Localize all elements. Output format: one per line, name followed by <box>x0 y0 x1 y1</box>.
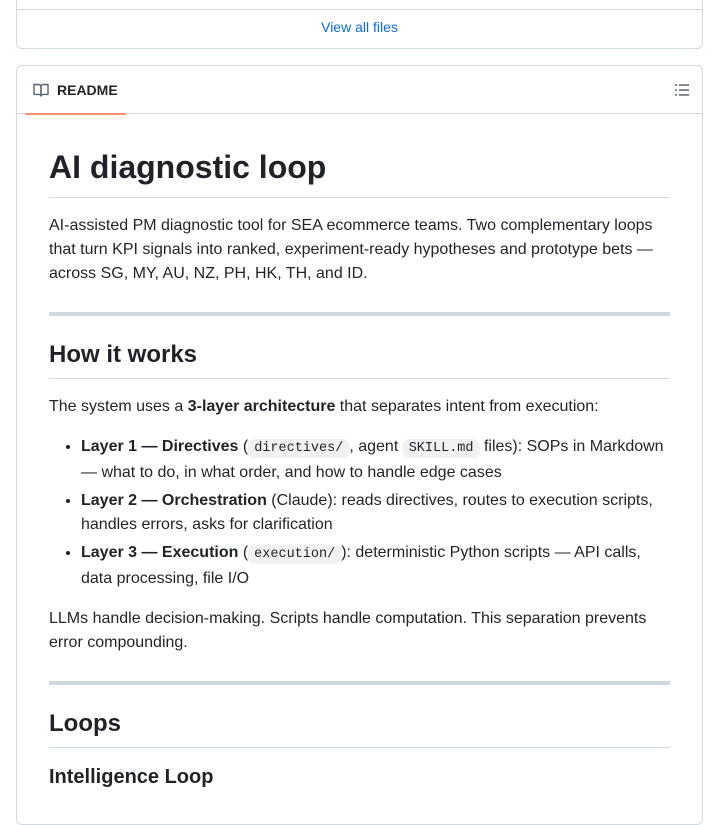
files-divider <box>17 9 702 10</box>
loops-heading: Loops <box>49 709 670 748</box>
code-execution: execution/ <box>248 545 341 564</box>
list-item-layer-3: • Layer 3 — Execution ( execution/ ): deterministic Python scripts — API calls, data processing, file I/O <box>81 541 670 591</box>
intelligence-loop-heading: Intelligence Loop <box>49 766 214 788</box>
files-panel <box>16 0 703 49</box>
list-item-layer-2: • Layer 2 — Orchestration (Claude): reads directives, routes to execution scripts, handles errors, asks for clarification <box>81 489 670 537</box>
readme-panel <box>16 65 703 825</box>
book-icon <box>33 82 49 98</box>
list-unordered-icon <box>674 82 690 98</box>
readme-content <box>49 115 670 790</box>
tab-readme[interactable] <box>25 66 126 114</box>
readme-header <box>17 66 702 114</box>
architecture-summary: LLMs handle decision-making. Scripts handle computation. This separation prevents error compounding. <box>49 610 647 651</box>
view-all-files-link[interactable]: View all files <box>321 19 398 35</box>
code-skill-md: SKILL.md <box>403 439 480 458</box>
list-item-layer-1: • Layer 1 — Directives ( directives/ , agent SKILL.md files): SOPs in Markdown — what to do, in what order, and how to handle edge cases <box>81 435 670 485</box>
section-divider <box>49 312 670 316</box>
architecture-lead: The system uses a 3-layer architecture that separates intent from execution: <box>49 398 599 415</box>
readme-intro: AI-assisted PM diagnostic tool for SEA ecommerce teams. Two complementary loops that turn KPI signals into ranked, experiment-ready hypotheses and prototype bets — across SG, MY, AU, NZ, PH, HK, TH, and ID. <box>49 217 653 282</box>
outline-toggle-button[interactable] <box>672 80 692 100</box>
how-it-works-heading: How it works <box>49 340 670 379</box>
layers-list <box>49 435 670 591</box>
section-divider <box>49 681 670 685</box>
readme-title: AI diagnostic loop <box>49 147 670 198</box>
readme-tab-label: README <box>57 82 118 98</box>
code-directives: directives/ <box>248 439 349 458</box>
